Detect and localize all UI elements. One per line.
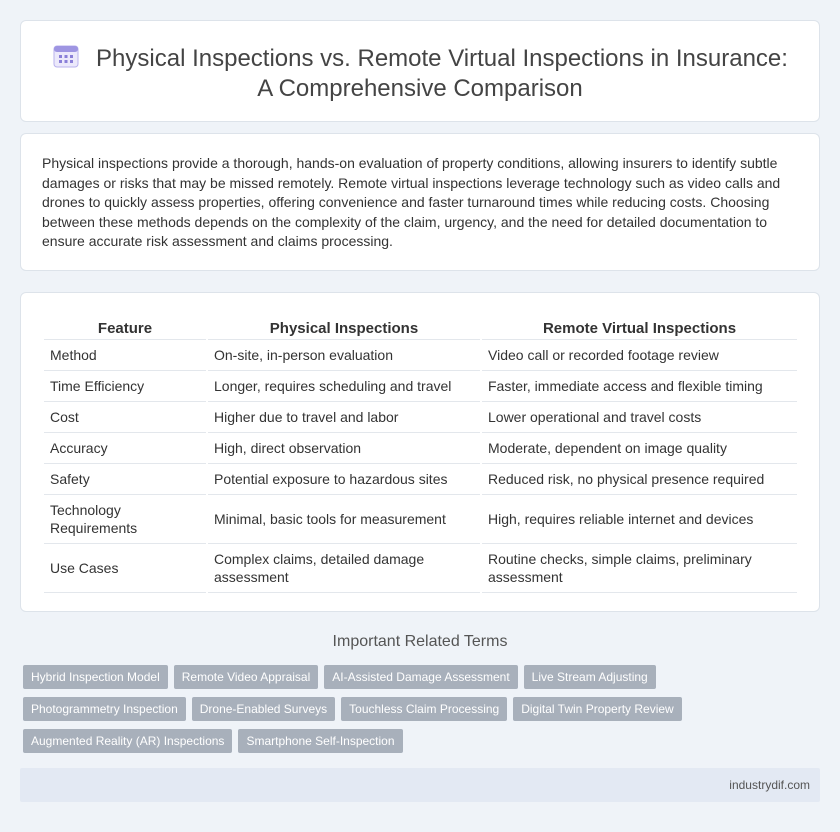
footer xyxy=(20,768,820,802)
related-terms-tags xyxy=(23,665,723,761)
header-feature: Feature xyxy=(44,311,206,340)
table-row xyxy=(44,495,797,544)
table-cell: Technology Requirements xyxy=(44,495,206,544)
table-row xyxy=(44,544,797,593)
page-title xyxy=(21,43,819,104)
table-row xyxy=(44,433,797,464)
tag-digital-twin-property-review[interactable]: Digital Twin Property Review xyxy=(513,697,682,721)
tag-row xyxy=(23,665,723,697)
calendar-icon xyxy=(52,43,80,69)
table-cell: Video call or recorded footage review xyxy=(482,340,797,371)
table-cell: Higher due to travel and labor xyxy=(208,402,480,433)
title-card xyxy=(20,20,820,122)
table-cell: Accuracy xyxy=(44,433,206,464)
tag-drone-enabled-surveys[interactable]: Drone-Enabled Surveys xyxy=(192,697,335,721)
table-cell: Longer, requires scheduling and travel xyxy=(208,371,480,402)
table-row xyxy=(44,464,797,495)
title-line-1: Physical Inspections vs. Remote Virtual Inspections in Insurance: xyxy=(96,45,788,72)
table-cell: Faster, immediate access and flexible timing xyxy=(482,371,797,402)
related-terms-title: Important Related Terms xyxy=(332,633,508,650)
tag-ai-assisted-damage-assessment[interactable]: AI-Assisted Damage Assessment xyxy=(324,665,517,689)
title-line-2: A Comprehensive Comparison xyxy=(257,75,583,102)
comparison-table xyxy=(42,311,799,593)
tag-remote-video-appraisal[interactable]: Remote Video Appraisal xyxy=(174,665,319,689)
table-cell: High, direct observation xyxy=(208,433,480,464)
table-row xyxy=(44,340,797,371)
table-cell: Complex claims, detailed damage assessment xyxy=(208,544,480,593)
table-cell: Use Cases xyxy=(44,544,206,593)
header-remote: Remote Virtual Inspections xyxy=(482,311,797,340)
table-cell: Time Efficiency xyxy=(44,371,206,402)
table-row xyxy=(44,371,797,402)
header-physical: Physical Inspections xyxy=(208,311,480,340)
tag-smartphone-self-inspection[interactable]: Smartphone Self-Inspection xyxy=(238,729,402,753)
tag-photogrammetry-inspection[interactable]: Photogrammetry Inspection xyxy=(23,697,186,721)
table-header-row xyxy=(44,311,797,340)
intro-paragraph: Physical inspections provide a thorough, hands-on evaluation of property conditions, allowing insurers to identify subtle damages or risks that may be missed remotely. Remote virtual inspections leverage technology such as video calls and drones to quickly assess properties, offering convenience and faster turnaround times while reducing costs. Choosing between these methods depends on the complexity of the claim, urgency, and the need for detailed documentation to ensure accurate risk assessment and claims processing. xyxy=(42,155,781,250)
intro-card xyxy=(20,133,820,271)
table-cell: On-site, in-person evaluation xyxy=(208,340,480,371)
table-cell: Cost xyxy=(44,402,206,433)
comparison-card xyxy=(20,292,820,612)
tag-row xyxy=(23,729,723,761)
table-cell: Safety xyxy=(44,464,206,495)
tag-row xyxy=(23,697,723,729)
table-cell: High, requires reliable internet and devices xyxy=(482,495,797,544)
table-cell: Potential exposure to hazardous sites xyxy=(208,464,480,495)
table-row xyxy=(44,402,797,433)
tag-live-stream-adjusting[interactable]: Live Stream Adjusting xyxy=(524,665,656,689)
tag-hybrid-inspection-model[interactable]: Hybrid Inspection Model xyxy=(23,665,168,689)
table-cell: Method xyxy=(44,340,206,371)
tag-touchless-claim-processing[interactable]: Touchless Claim Processing xyxy=(341,697,507,721)
tag-augmented-reality-inspections[interactable]: Augmented Reality (AR) Inspections xyxy=(23,729,232,753)
table-cell: Routine checks, simple claims, preliminary assessment xyxy=(482,544,797,593)
table-cell: Moderate, dependent on image quality xyxy=(482,433,797,464)
table-cell: Reduced risk, no physical presence required xyxy=(482,464,797,495)
footer-site-link[interactable]: industrydif.com xyxy=(729,778,810,792)
table-cell: Minimal, basic tools for measurement xyxy=(208,495,480,544)
table-cell: Lower operational and travel costs xyxy=(482,402,797,433)
